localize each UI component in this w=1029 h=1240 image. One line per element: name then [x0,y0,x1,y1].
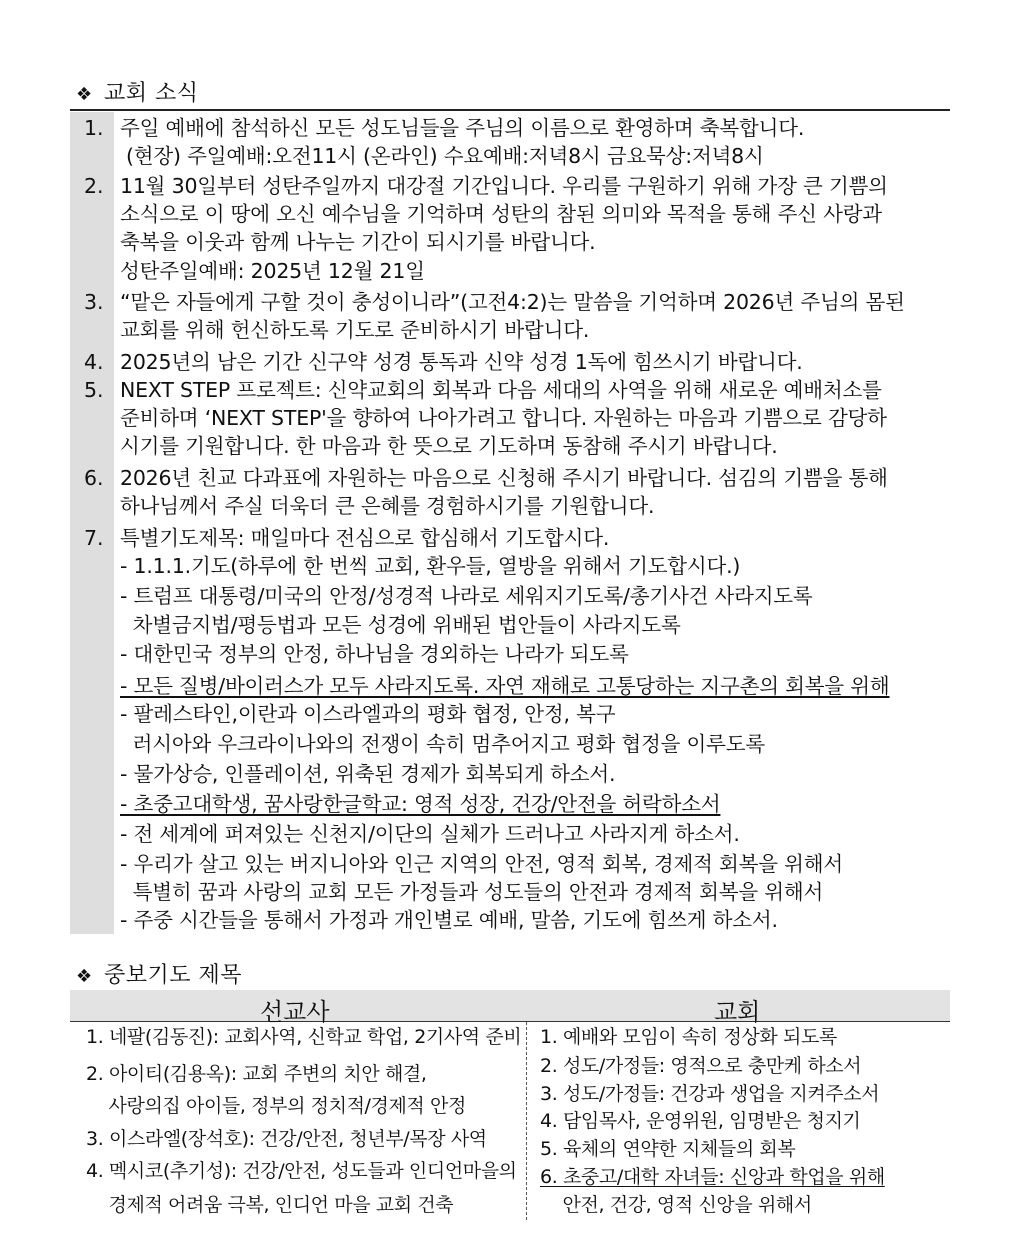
news-item-line: 11월 30일부터 성탄주일까지 대강절 기간입니다. 우리를 구원하기 위해 가장 큰 기쁨의 [120,174,888,198]
news-item-line: 주일 예배에 참석하신 모든 성도님들을 주님의 이름으로 환영하며 축복합니다. [120,116,805,140]
missionary-item: 경제적 어려움 극복, 인디언 마을 교회 건축 [86,1194,454,1216]
news-item-number: 5. [84,378,104,402]
missionary-item: 2. 아이티(김용옥): 교회 주변의 치안 해결, [86,1063,427,1085]
prayer-topic-line: - 대한민국 정부의 안정, 하나님을 경외하는 나라가 되도록 [120,642,629,666]
prayer-topic-line: - 트럼프 대통령/미국의 안정/성경적 나라로 세워지기도록/총기사건 사라지도록 [120,584,813,608]
church-item: 3. 성도/가정들: 건강과 생업을 지켜주소서 [540,1083,880,1105]
news-item-number: 7. [84,526,104,550]
news-item-line: 하나님께서 주실 더욱더 큰 은혜를 경험하시기를 기원합니다. [120,494,655,518]
news-item-line: 소식으로 이 땅에 오신 예수님을 기억하며 성탄의 참된 의미와 목적을 통해 주신 사랑과 [120,202,882,226]
missionary-item: 사랑의집 아이들, 정부의 정치적/경제적 안정 [86,1095,466,1117]
column-header-church: 교회 [714,998,761,1026]
news-heading: ❖ 교회 소식 [76,81,199,106]
news-item-line: 2026년 친교 다과표에 자원하는 마음으로 신청해 주시기 바랍니다. 섬김의 기쁨을 통해 [120,466,888,490]
prayer-table-header [70,990,950,1026]
news-item-line: 준비하며 ‘NEXT STEP'을 향하여 나아가려고 합니다. 자원하는 마음과 기쁨으로 감당하 [120,406,887,430]
news-item-line: 시기를 기원합니다. 한 마음과 한 뜻으로 기도하며 동참해 주시기 바랍니다. [120,434,778,458]
prayer-topic-line: 러시아와 우크라이나와의 전쟁이 속히 멈추어지고 평화 협정을 이루도록 [120,732,765,756]
prayer-topic-line: 차별금지법/평등법과 모든 성경에 위배된 법안들이 사라지도록 [120,613,681,637]
diamond-bullet-icon: ❖ [76,966,93,987]
news-item-number: 1. [84,116,104,140]
underlined-text: 6. 초중고/대학 자녀들: 신앙과 학업을 위해 [540,1166,885,1188]
prayer-topic-line: - 물가상승, 인플레이션, 위축된 경제가 회복되게 하소서. [120,762,616,786]
news-item-number: 2. [84,174,104,198]
news-item-line: (현장) 주일예배:오전11시 (온라인) 수요예배:저녁8시 금요묵상:저녁8시 [126,144,764,168]
church-item [540,1164,885,1190]
church-item: 1. 예배와 모임이 속히 정상화 되도록 [540,1026,837,1048]
news-item-line: “맡은 자들에게 구할 것이 충성이니라”(고전4:2)는 말씀을 기억하며 2026년 주님의 몸된 [120,290,905,314]
news-item-number: 3. [84,290,104,314]
prayer-topic-line [120,672,890,700]
prayer-topic-line [120,790,720,818]
prayer-topic-line: - 주중 시간들을 통해서 가정과 개인별로 예배, 말씀, 기도에 힘쓰게 하소서. [120,908,778,932]
church-item: 안전, 건강, 영적 신앙을 위해서 [540,1194,812,1216]
news-item-number: 4. [84,350,104,374]
missionary-item: 4. 멕시코(추기성): 건강/안전, 성도들과 인디언마을의 [86,1160,517,1182]
prayer-topic-line: - 전 세계에 퍼져있는 신천지/이단의 실체가 드러나고 사라지게 하소서. [120,822,740,846]
news-item-line: 교회를 위해 헌신하도록 기도로 준비하시기 바랍니다. [120,318,590,342]
missionary-item: 1. 네팔(김동진): 교회사역, 신학교 학업, 2기사역 준비 [86,1026,522,1048]
church-item: 2. 성도/가정들: 영적으로 충만케 하소서 [540,1055,862,1077]
missionary-item: 3. 이스라엘(장석호): 건강/안전, 청년부/목장 사역 [86,1128,487,1150]
prayer-heading: ❖ 중보기도 제목 [76,963,243,988]
news-item-line: 성탄주일예배: 2025년 12월 21일 [120,259,425,283]
column-divider [526,1022,527,1220]
news-item-line: 축복을 이웃과 함께 나누는 기간이 되시기를 바랍니다. [120,230,596,254]
prayer-topic-line: - 우리가 살고 있는 버지니아와 인근 지역의 안전, 영적 회복, 경제적 회복을 위해서 [120,852,843,876]
news-item-line: NEXT STEP 프로젝트: 신약교회의 회복과 다음 세대의 사역을 위해 새로운 예배처소를 [120,378,882,402]
prayer-topic-line: - 1.1.1.기도(하루에 한 번씩 교회, 환우들, 열방을 위해서 기도합시다.) [120,554,741,578]
news-list [70,112,950,934]
news-item-number: 6. [84,466,104,490]
underlined-text: - 초중고대학생, 꿈사랑한글학교: 영적 성장, 건강/안전을 허락하소서 [120,792,721,816]
news-number-column [70,112,114,934]
church-item: 5. 육체의 연약한 지체들의 회복 [540,1138,796,1160]
news-item-line: 특별기도제목: 매일마다 전심으로 합심해서 기도합시다. [120,526,610,550]
church-item: 4. 담임목사, 운영위원, 임명받은 청지기 [540,1110,861,1132]
diamond-bullet-icon: ❖ [76,84,93,105]
column-header-missionary: 선교사 [260,998,330,1026]
news-heading-rule [70,109,950,111]
underlined-text: - 모든 질병/바이러스가 모두 사라지도록. 자연 재해로 고통당하는 지구촌의 회복을 위해 [120,674,890,698]
prayer-topic-line: 특별히 꿈과 사랑의 교회 모든 가정들과 성도들의 안전과 경제적 회복을 위해서 [120,880,824,904]
prayer-topic-line: - 팔레스타인,이란과 이스라엘과의 평화 협정, 안정, 복구 [120,702,616,726]
news-item-line: 2025년의 남은 기간 신구약 성경 통독과 신약 성경 1독에 힘쓰시기 바랍니다. [120,350,803,374]
